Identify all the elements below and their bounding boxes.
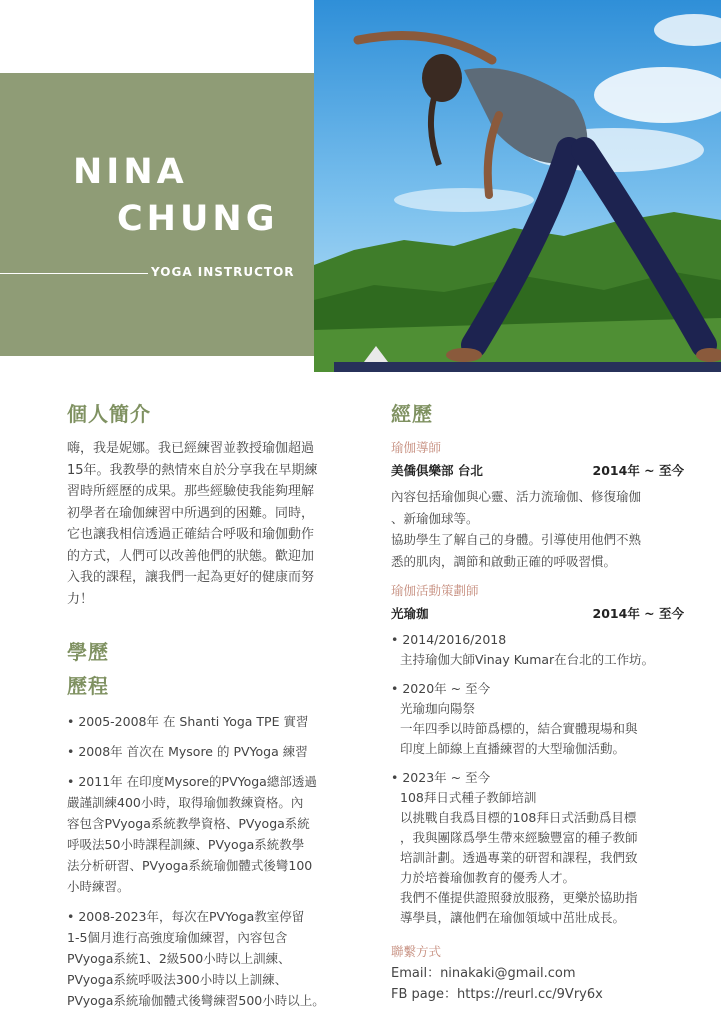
- profile-line: 15年。我教學的熱情來自於分享我在早期練: [67, 462, 318, 478]
- profile-line: 入我的課程，讓我們一起為更好的健康而努: [67, 570, 315, 585]
- job-role: 瑜伽導師: [391, 440, 442, 455]
- profile-line: 習時所經歷的成果。那些經驗使我能夠理解: [67, 484, 315, 499]
- education-item: • 2011年 在印度Mysore的PVYoga總部透過 嚴謹訓練400小時，取得瑜伽教練資格。內 容包含PVyoga系統教學資格、PVyoga系統 呼吸法50小時課程訓練、PVyoga系統教學 法分析研習、PVyoga系統瑜伽體式後彎100 小時練習。: [67, 774, 317, 894]
- job-title: YOGA INSTRUCTOR: [151, 265, 295, 279]
- history-heading: 歷程: [67, 674, 109, 698]
- job-role: 瑜伽活動策劃師: [391, 583, 479, 598]
- event-item: • 2020年 ~ 至今 光瑜珈向陽祭 一年四季以時節爲標的，結合實體現場和與 印度上師線上直播練習的大型瑜伽活動。: [391, 681, 638, 756]
- job-org: 美僑俱樂部 台北: [391, 463, 483, 478]
- last-name: CHUNG: [117, 199, 279, 239]
- experience-heading: 經歷: [391, 402, 433, 426]
- job-org: 光瑜珈: [391, 606, 429, 621]
- job-date: 2014年 ~ 至今: [592, 463, 684, 478]
- contact-info: [391, 963, 603, 1005]
- contact-email[interactable]: Email：ninakaki@gmail.com: [391, 966, 576, 981]
- profile-line: 嗨，我是妮娜。我已經練習並教授瑜伽超過: [67, 441, 315, 456]
- contact-heading: 聯繫方式: [391, 944, 442, 959]
- profile-line: 初學者在瑜伽練習中所遇到的困難。同時，: [67, 505, 315, 521]
- education-list: [67, 711, 347, 1020]
- events-list: [391, 630, 701, 937]
- contact-fb[interactable]: FB page：https://reurl.cc/9Vry6x: [391, 987, 603, 1002]
- profile-heading: 個人簡介: [67, 402, 151, 426]
- profile-line: 力！: [67, 591, 94, 607]
- yoga-photo: [314, 0, 721, 372]
- education-heading: 學歷: [67, 640, 109, 664]
- profile-line: 它也讓我相信透過正確結合呼吸和瑜伽動作: [67, 527, 315, 542]
- event-item: • 2023年 ~ 至今 108拜日式種子教師培訓 以挑戰自我爲目標的108拜日式活動爲目標 ，我與團隊爲學生帶來經驗豐富的種子教師 培訓計劃。透過專業的研習和課程，我們致 力於培養瑜伽教育的優秀人才。 我們不僅提供證照發放服務，更樂於協助指 導學員，讓他們在瑜伽領域中茁壯成長。: [391, 770, 638, 925]
- job-date: 2014年 ~ 至今: [592, 606, 684, 621]
- education-item: • 2008-2023年，每次在PVYoga教室停留 1-5個月進行高強度瑜伽練習，內容包含 PVyoga系統1、2級500小時以上訓練、 PVyoga系統呼吸法300小時以上訓練、 PVyoga系統瑜伽體式後彎練習500小時以上。: [67, 909, 325, 1008]
- job-description: 內容包括瑜伽與心靈、活力流瑜伽、修復瑜伽 、新瑜伽球等。 協助學生了解自己的身體。引導使用他們不熟 悉的肌肉，調節和啟動正確的呼吸習慣。: [391, 489, 642, 569]
- first-name: NINA: [73, 152, 188, 192]
- education-item: • 2008年 首次在 Mysore 的 PVYoga 練習: [67, 744, 308, 759]
- profile-line: 的方式，人們可以改善他們的狀態。歡迎加: [67, 548, 315, 564]
- event-item: • 2014/2016/2018 主持瑜伽大師Vinay Kumar在台北的工作坊。: [391, 632, 655, 667]
- profile-text: [67, 438, 342, 610]
- education-item: • 2005-2008年 在 Shanti Yoga TPE 實習: [67, 714, 309, 729]
- divider-line: [0, 273, 148, 274]
